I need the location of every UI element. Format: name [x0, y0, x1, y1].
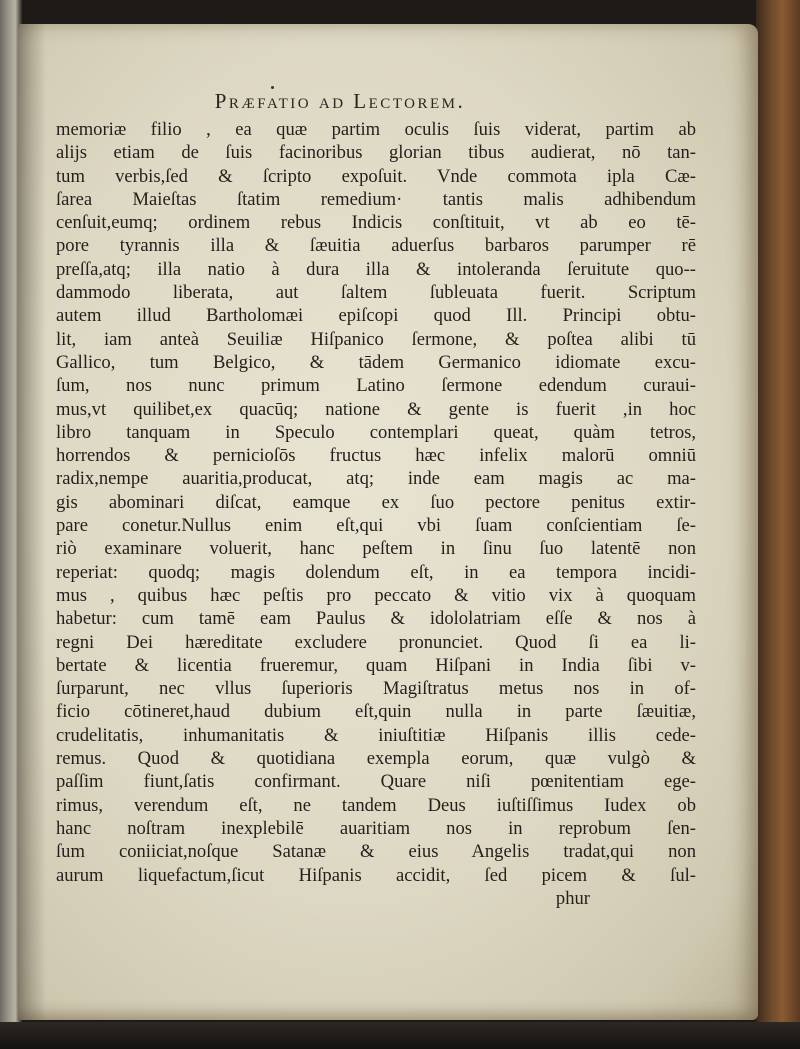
text-line: ſarea Maieſtas ſtatim remedium· tantis malis adhibendum	[56, 188, 696, 210]
text-line: dammodo liberata, aut ſaltem ſubleuata fuerit. Scriptum	[56, 282, 696, 304]
text-line: crudelitatis, inhumanitatis & iniuſtitiæ Hiſpanis illis cede-	[56, 724, 696, 746]
text-line: libro tanquam in Speculo contemplari queat, quàm tetros,	[56, 421, 696, 443]
scan-bottom-edge	[0, 1022, 800, 1049]
text-line: mus , quibus hæc peſtis pro peccato & vitio vix à quoquam	[56, 584, 696, 606]
text-line: pore tyrannis illa & ſæuitia aduerſus barbaros parumper rē	[56, 235, 696, 257]
catchword: phur	[555, 887, 590, 909]
text-line: reperiat: quodq; magis dolendum eſt, in ea tempora incidi-	[56, 561, 696, 583]
text-line: preſſa,atq; illa natio à dura illa & intoleranda ſeruitute quo--	[56, 258, 696, 280]
text-line: ſum coniiciat,noſque Satanæ & eius Angelis tradat,qui non	[56, 841, 696, 863]
text-line: ſurparunt, nec vllus ſuperioris Magiſtratus metus nos in of-	[56, 678, 696, 700]
text-line: habetur: cum tamē eam Paulus & idololatriam eſſe & nos à	[56, 608, 696, 630]
text-line: ſum, nos nunc primum Latino ſermone edendum curaui-	[56, 375, 696, 397]
text-line: hanc noſtram inexplebilē auaritiam nos in reprobum ſen-	[56, 817, 696, 839]
text-line: paſſim fiunt,ſatis confirmant. Quare niſi pœnitentiam ege-	[56, 771, 696, 793]
text-line: radix,nempe auaritia,producat, atq; inde eam magis ac ma-	[56, 468, 696, 490]
text-line: bertate & licentia frueremur, quam Hiſpani in India ſibi v-	[56, 654, 696, 676]
text-line: mus,vt quilibet,ex quacūq; natione & gente is fuerit ,in hoc	[56, 398, 696, 420]
running-header: Præfatio ad Lectorem.	[214, 89, 466, 113]
text-line: gis abominari diſcat, eamque ex ſuo pectore penitus extir-	[56, 491, 696, 513]
text-line: pare conetur.Nullus enim eſt,qui vbi ſuam conſcientiam ſe-	[56, 515, 696, 537]
body-text	[56, 118, 696, 910]
book-spine	[756, 0, 800, 1049]
text-line: remus. Quod & quotidiana exempla eorum, quæ vulgò &	[56, 748, 696, 770]
text-line: riò examinare voluerit, hanc peſtem in ſinu ſuo latentē non	[56, 538, 696, 560]
text-line: rimus, verendum eſt, ne tandem Deus iuſtiſſimus Iudex ob	[56, 794, 696, 816]
text-line: alijs etiam de ſuis facinoribus glorian tibus audierat, nō tan-	[56, 142, 696, 164]
text-line: ficio cōtineret,haud dubium eſt,quin nulla in parte ſæuitiæ,	[56, 701, 696, 723]
text-line: tum verbis,ſed & ſcripto expoſuit. Vnde commota ipla Cæ-	[56, 165, 696, 187]
text-line: cenſuit,eumq; ordinem rebus Indicis conſtituit, vt ab eo tē-	[56, 212, 696, 234]
text-line: memoriæ filio , ea quæ partim oculis ſuis viderat, partim ab	[56, 119, 696, 140]
text-line: lit, iam anteà Seuiliæ Hiſpanico ſermone, & poſtea alibi tū	[56, 328, 696, 350]
text-line: Gallico, tum Belgico, & tādem Germanico idiomate excu-	[56, 351, 696, 373]
text-line: horrendos & pernicioſōs fructus hæc infelix malorū omniū	[56, 445, 696, 467]
text-line: autem illud Bartholomæi epiſcopi quod Ill. Principi obtu-	[56, 305, 696, 327]
page-gutter-shadow	[18, 24, 46, 1020]
text-line: regni Dei hæreditate excludere pronunciet. Quod ſi ea li-	[56, 631, 696, 653]
text-line: aurum liquefactum,ſicut Hiſpanis accidit, ſed picem & ſul-	[56, 864, 696, 886]
